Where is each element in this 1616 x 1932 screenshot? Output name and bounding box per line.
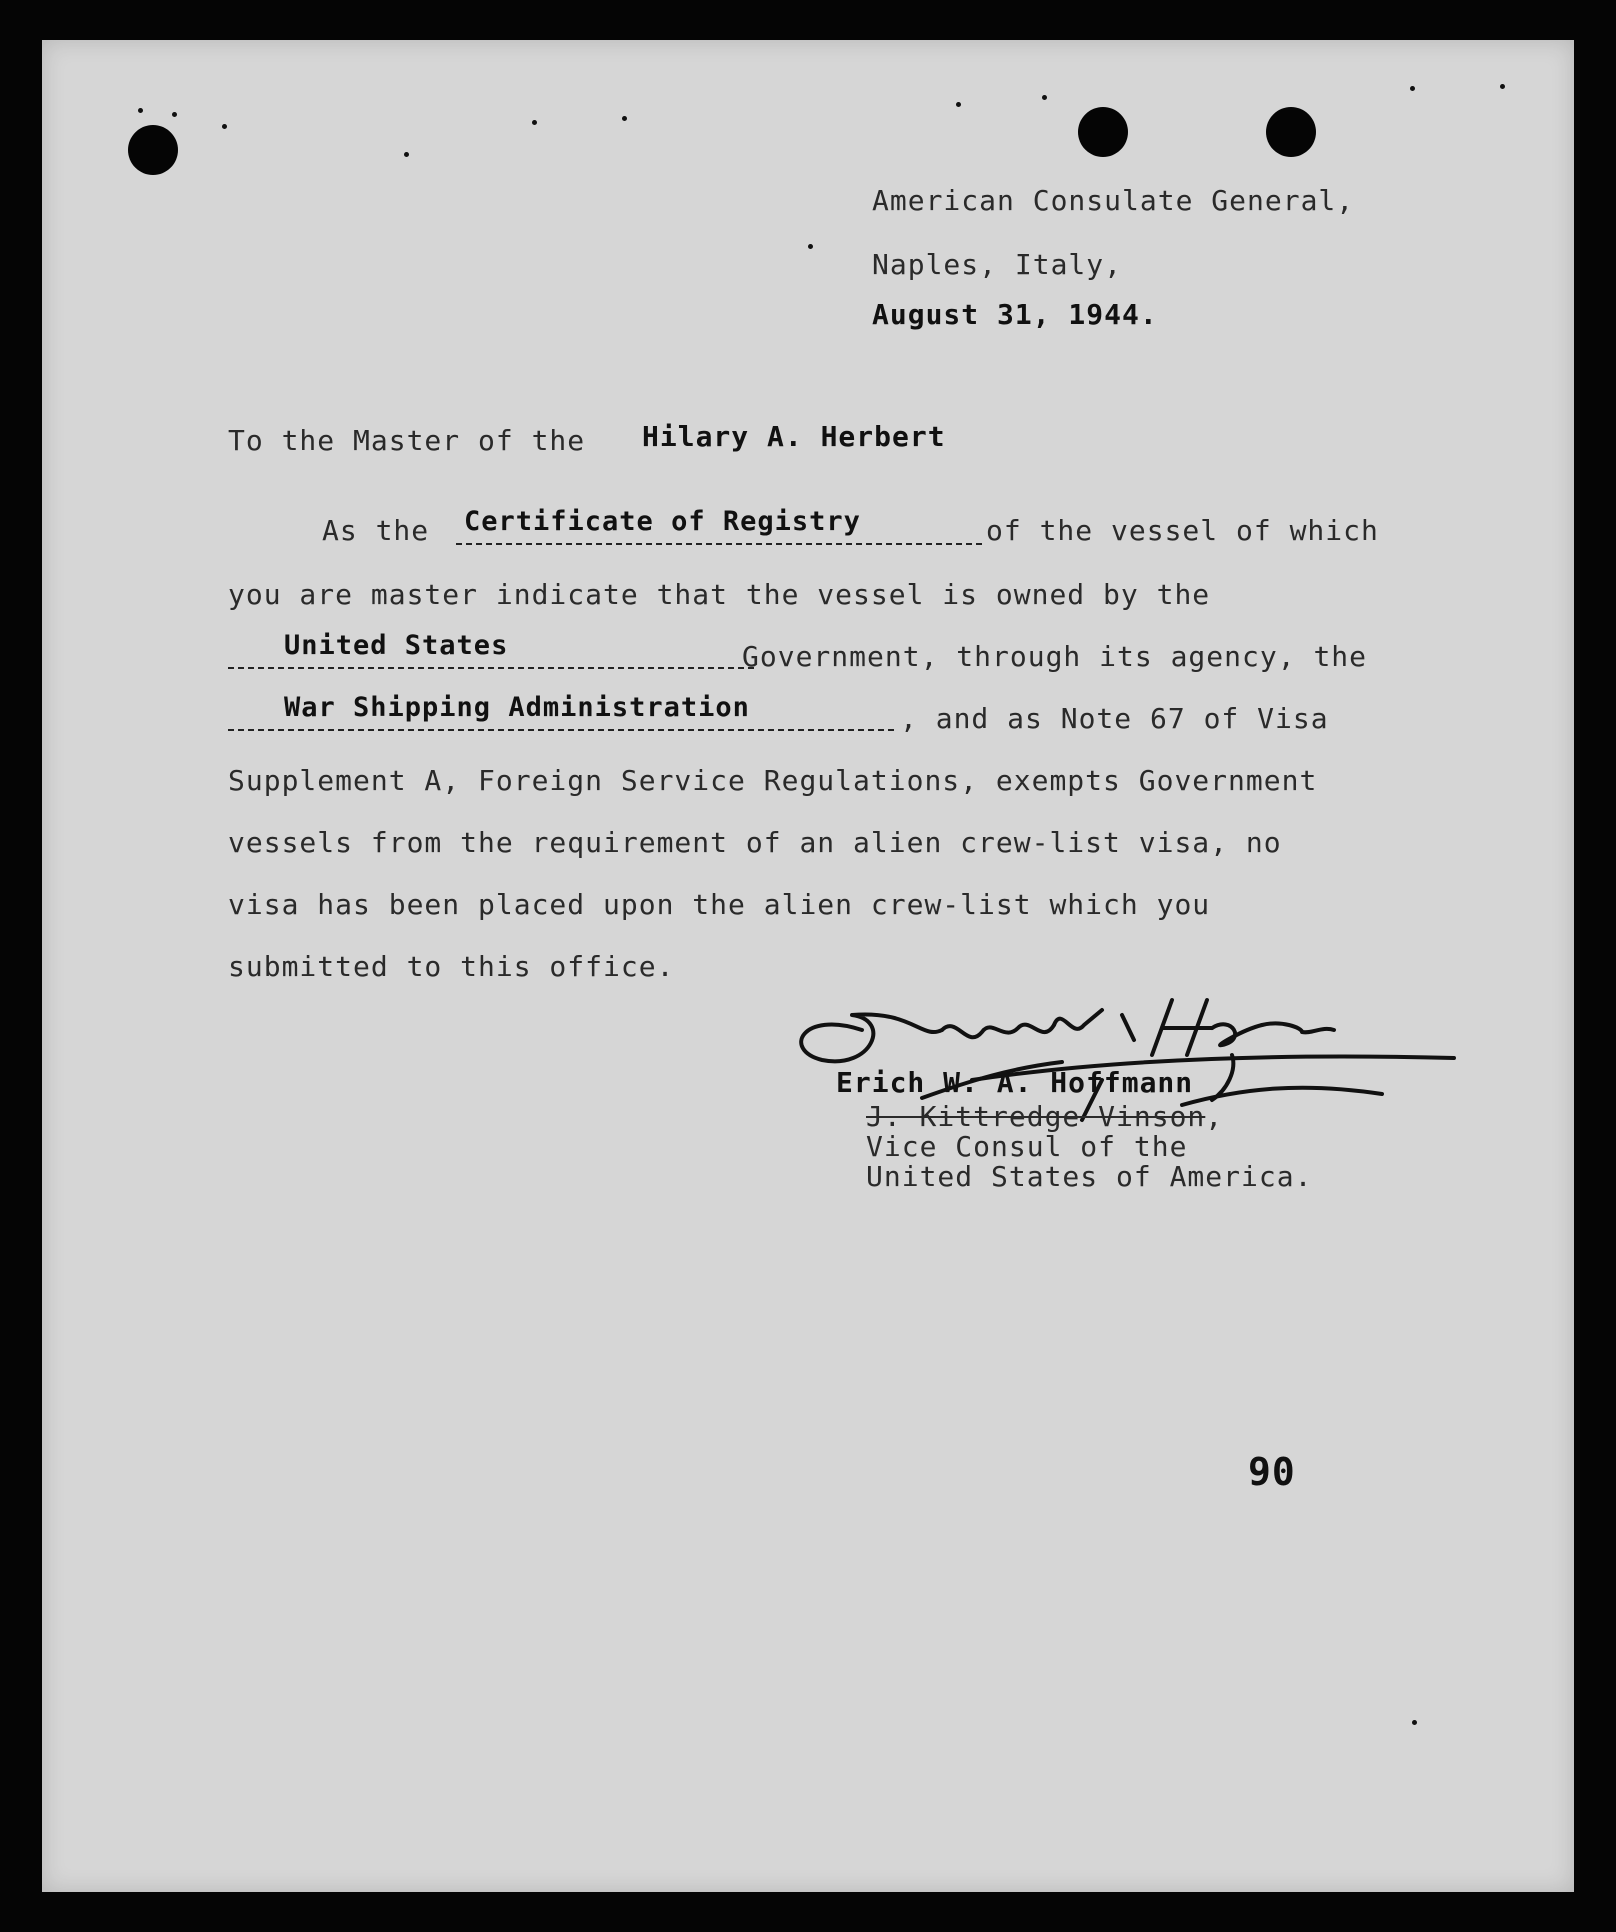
struck-name-line	[866, 1100, 1223, 1133]
letter-date: August 31, 1944.	[872, 298, 1158, 331]
struck-name-suffix: ,	[1205, 1100, 1224, 1133]
body-line1-prefix: As the	[322, 514, 430, 547]
document-type-field: Certificate of Registry	[456, 506, 982, 545]
speck	[622, 116, 627, 121]
vessel-name: Hilary A. Herbert	[642, 420, 946, 453]
signer-name: Erich W. A. Hoffmann	[836, 1066, 1194, 1099]
punch-hole-left	[128, 125, 178, 175]
salutation-prefix: To the Master of the	[228, 424, 586, 457]
body-line3-suffix: Government, through its agency, the	[742, 640, 1368, 673]
speck	[1410, 86, 1415, 91]
document-page	[42, 40, 1574, 1892]
speck	[532, 120, 537, 125]
page-number: 90	[1248, 1450, 1296, 1494]
speck	[1412, 1720, 1417, 1725]
body-line4-suffix: , and as Note 67 of Visa	[900, 702, 1329, 735]
speck	[222, 124, 227, 129]
body-line7: visa has been placed upon the alien crew-list which you	[228, 888, 1211, 921]
speck	[1500, 84, 1505, 89]
body-line8: submitted to this office.	[228, 950, 675, 983]
consulate-name: American Consulate General,	[872, 184, 1355, 217]
speck	[404, 152, 409, 157]
body-line2: you are master indicate that the vessel is owned by the	[228, 578, 1211, 611]
signer-title-line2: United States of America.	[866, 1160, 1313, 1193]
signer-title-line1: Vice Consul of the	[866, 1130, 1188, 1163]
punch-hole-middle	[1078, 107, 1128, 157]
body-line6: vessels from the requirement of an alien crew-list visa, no	[228, 826, 1282, 859]
consulate-city: Naples, Italy,	[872, 248, 1123, 281]
body-line5: Supplement A, Foreign Service Regulations, exempts Government	[228, 764, 1318, 797]
speck	[138, 108, 143, 113]
speck	[808, 244, 813, 249]
agency-field: War Shipping Administration	[228, 692, 894, 731]
speck	[172, 112, 177, 117]
punch-hole-right	[1266, 107, 1316, 157]
struck-name: J. Kittredge Vinson	[866, 1100, 1206, 1133]
owner-government-field: United States	[228, 630, 754, 669]
body-line1-suffix: of the vessel of which	[986, 514, 1379, 547]
speck	[956, 102, 961, 107]
speck	[1042, 95, 1047, 100]
